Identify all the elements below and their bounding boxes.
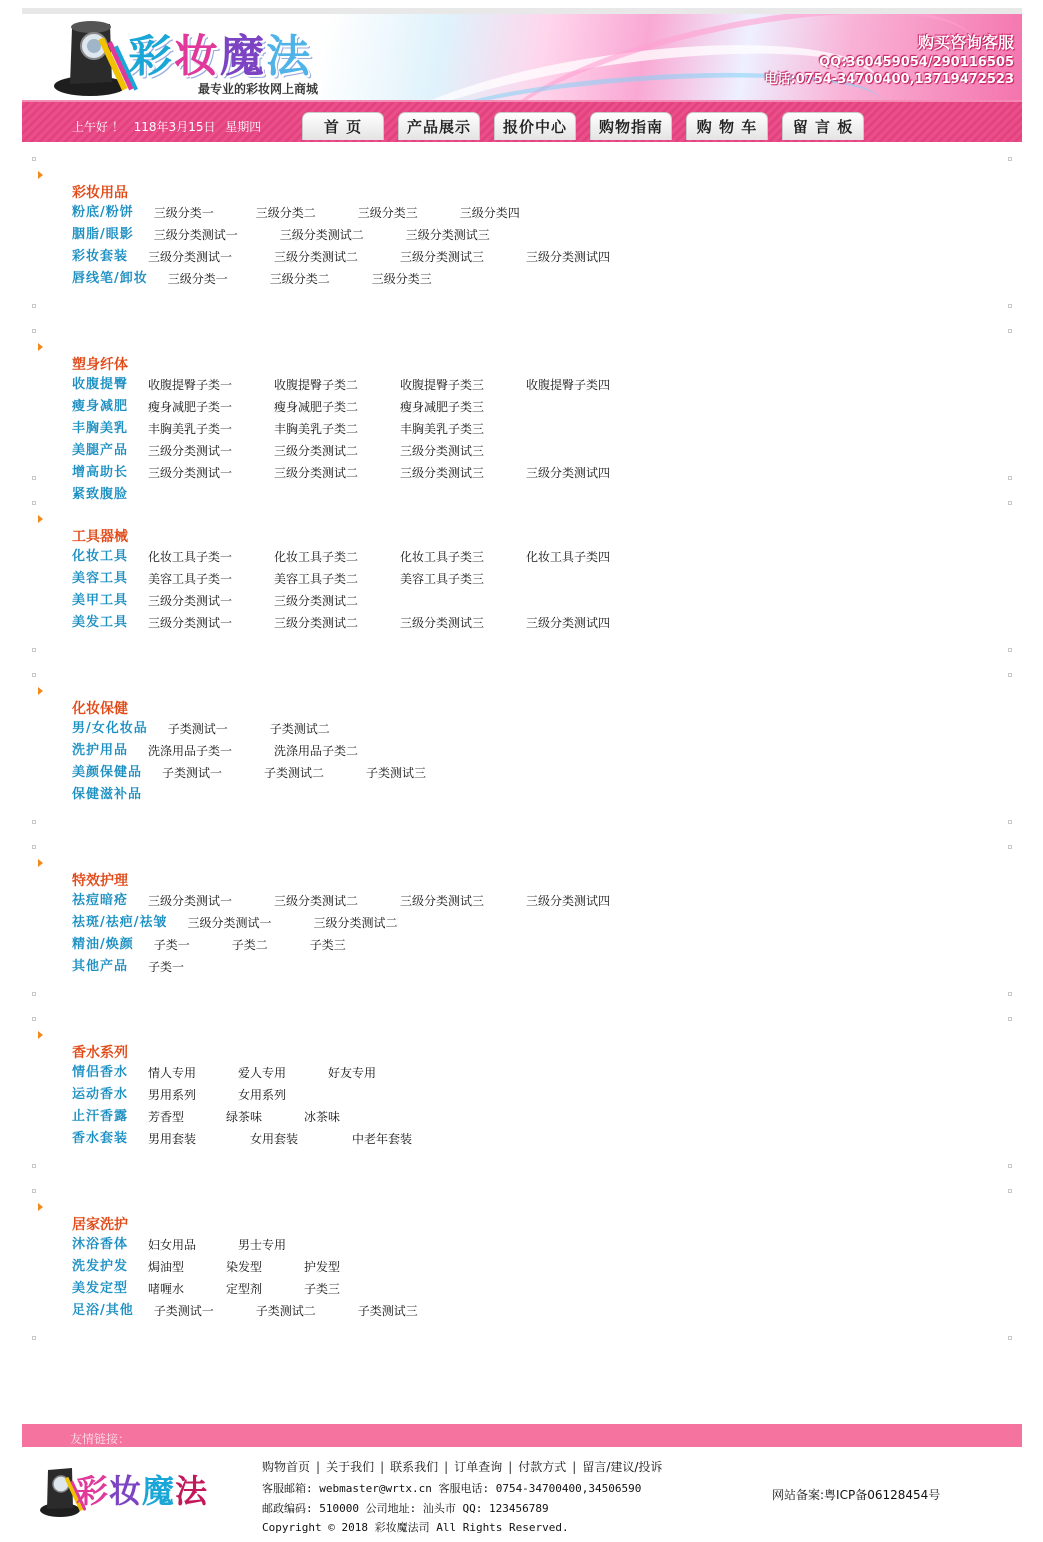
- subcategory-row: [72, 718, 468, 740]
- footer-link-payment[interactable]: 付款方式: [518, 1460, 567, 1474]
- category-item-link[interactable]: 丰胸美乳子类二: [274, 422, 359, 436]
- category-item-link[interactable]: 瘦身减肥子类三: [400, 400, 485, 414]
- category-item-link[interactable]: 三级分类测试二: [274, 616, 359, 630]
- category-item-link[interactable]: 芳香型: [148, 1110, 185, 1124]
- footer-logo[interactable]: [76, 1466, 208, 1512]
- category-item-link[interactable]: 三级分类测试一: [153, 228, 238, 242]
- corner-dot: [1008, 820, 1012, 824]
- subcategory-rows: [72, 890, 652, 978]
- category-item-link[interactable]: 三级分类一: [167, 272, 228, 286]
- logo-char: 彩: [76, 1472, 110, 1510]
- subcategory-rows: [72, 718, 468, 806]
- subcategory-link[interactable]: 男/女化妆品: [72, 721, 148, 736]
- footer-link-orders[interactable]: 订单查询: [454, 1460, 503, 1474]
- category-item-link[interactable]: 三级分类测试三: [400, 444, 485, 458]
- category-item-link[interactable]: 子类测试二: [264, 766, 325, 780]
- friend-links-label: 友情链接：: [70, 1432, 131, 1446]
- category-item-link[interactable]: 美容工具子类一: [148, 572, 233, 586]
- arrow-right-icon: [38, 1203, 43, 1211]
- corner-dot: [32, 992, 36, 996]
- nav-tabs: [302, 112, 878, 140]
- category-item-link[interactable]: 三级分类测试四: [526, 616, 611, 630]
- section-title[interactable]: 工具器械: [72, 529, 128, 545]
- date-text: 118年3月15日: [133, 120, 216, 134]
- subcategory-row: [72, 224, 652, 246]
- subcategory-rows: [72, 1062, 454, 1150]
- category-section: [22, 150, 1022, 322]
- category-item-link[interactable]: 三级分类测试三: [400, 466, 485, 480]
- corner-dot: [1008, 1164, 1012, 1168]
- footer-links: [262, 1458, 662, 1475]
- arrow-right-icon: [38, 171, 43, 179]
- category-section: [22, 494, 1022, 666]
- contact-phone: 电话:0754-34700400,13719472523: [764, 72, 1014, 87]
- arrow-right-icon: [38, 859, 43, 867]
- category-item-link[interactable]: 化妆工具子类二: [274, 550, 359, 564]
- section-title[interactable]: 塑身纤体: [72, 357, 128, 373]
- category-item-link[interactable]: 定型剂: [226, 1282, 263, 1296]
- category-item-link[interactable]: 三级分类二: [255, 206, 316, 220]
- corner-dot: [1008, 648, 1012, 652]
- arrow-right-icon: [38, 1031, 43, 1039]
- contact-qq: QQ:360459054/290116505: [819, 55, 1014, 70]
- category-item-link[interactable]: 三级分类测试二: [274, 594, 359, 608]
- corner-dot: [1008, 673, 1012, 677]
- header-banner: [22, 14, 1022, 100]
- subcategory-row: [72, 1278, 460, 1300]
- category-item-link[interactable]: 收腹提臀子类二: [274, 378, 359, 392]
- subcategory-row: [72, 784, 468, 806]
- contact-title: 购买咨询客服: [917, 33, 1014, 52]
- section-title[interactable]: 特效护理: [72, 873, 128, 889]
- subcategory-rows: [72, 374, 652, 506]
- category-item-link[interactable]: 子类测试一: [162, 766, 223, 780]
- corner-dot: [32, 845, 36, 849]
- footer-copyright: Copyright © 2018 彩妆魔法司 All Rights Reserved.: [262, 1521, 569, 1534]
- subcategory-row: [72, 568, 652, 590]
- subcategory-link[interactable]: 情侣香水: [72, 1065, 129, 1080]
- category-item-link[interactable]: 三级分类测试三: [400, 616, 485, 630]
- logo-char: 法: [175, 1472, 209, 1510]
- subcategory-row: [72, 396, 652, 418]
- subcategory-rows: [72, 1234, 460, 1322]
- category-item-link[interactable]: 三级分类测试二: [279, 228, 364, 242]
- category-item-link[interactable]: 三级分类测试一: [148, 466, 233, 480]
- subcategory-row: [72, 546, 652, 568]
- subcategory-link[interactable]: 香水套装: [72, 1131, 129, 1146]
- subcategory-row: [72, 1234, 460, 1256]
- link-separator: |: [572, 1460, 577, 1474]
- category-item-link[interactable]: 子类测试二: [269, 722, 330, 736]
- subcategory-link[interactable]: 美腿产品: [72, 443, 129, 458]
- category-item-link[interactable]: 染发型: [226, 1260, 263, 1274]
- tab-products[interactable]: 产品展示: [398, 112, 480, 140]
- category-item-link[interactable]: 三级分类测试二: [274, 894, 359, 908]
- nav-bar: [22, 100, 1022, 142]
- category-item-link[interactable]: 男用系列: [148, 1088, 197, 1102]
- tab-message-board[interactable]: 留 言 板: [782, 112, 864, 140]
- category-item-link[interactable]: 妇女用品: [148, 1238, 197, 1252]
- corner-dot: [1008, 501, 1012, 505]
- category-item-link[interactable]: 丰胸美乳子类一: [148, 422, 233, 436]
- category-item-link[interactable]: 化妆工具子类三: [400, 550, 485, 564]
- arrow-right-icon: [38, 687, 43, 695]
- link-separator: |: [508, 1460, 513, 1474]
- category-section: [22, 322, 1022, 502]
- subcategory-link[interactable]: 美发定型: [72, 1281, 129, 1296]
- subcategory-link[interactable]: 紧致腹脸: [72, 487, 129, 502]
- corner-dot: [32, 648, 36, 652]
- subcategory-link[interactable]: 保健滋补品: [72, 787, 143, 802]
- subcategory-link[interactable]: 粉底/粉饼: [72, 205, 134, 220]
- subcategory-link[interactable]: 美发工具: [72, 615, 129, 630]
- corner-dot: [32, 501, 36, 505]
- subcategory-row: [72, 1128, 454, 1150]
- category-item-link[interactable]: 子类测试二: [255, 1304, 316, 1318]
- subcategory-link[interactable]: 精油/焕颜: [72, 937, 134, 952]
- corner-dot: [32, 304, 36, 308]
- category-item-link[interactable]: 瘦身减肥子类一: [148, 400, 233, 414]
- footer-email-phone: 客服邮箱: webmaster@wrtx.cn 客服电话: 0754-34700400,34506590: [262, 1482, 642, 1495]
- section-title[interactable]: 香水系列: [72, 1045, 128, 1061]
- subcategory-row: [72, 956, 652, 978]
- section-title[interactable]: 化妆保健: [72, 701, 128, 717]
- category-section: [22, 1010, 1022, 1182]
- footer-icp: 网站备案:粤ICP备06128454号: [772, 1488, 941, 1502]
- category-item-link[interactable]: 女用系列: [238, 1088, 287, 1102]
- subcategory-link[interactable]: 彩妆套装: [72, 249, 129, 264]
- weekday-text: 星期四: [225, 120, 262, 134]
- link-separator: |: [316, 1460, 321, 1474]
- subcategory-row: [72, 762, 468, 784]
- tab-shopping-guide[interactable]: 购物指南: [590, 112, 672, 140]
- greeting-text: 上午好 ！: [72, 120, 124, 134]
- site-logo-title[interactable]: [128, 20, 312, 84]
- category-item-link[interactable]: 三级分类测试一: [148, 594, 233, 608]
- category-item-link[interactable]: 三级分类测试二: [274, 444, 359, 458]
- category-item-link[interactable]: 子类测试三: [366, 766, 427, 780]
- corner-dot: [1008, 1017, 1012, 1021]
- arrow-right-icon: [38, 515, 43, 523]
- subcategory-row: [72, 440, 652, 462]
- category-item-link[interactable]: 子类一: [153, 938, 190, 952]
- category-item-link[interactable]: 护发型: [304, 1260, 341, 1274]
- link-separator: |: [380, 1460, 385, 1474]
- category-item-link[interactable]: 子类三: [304, 1282, 341, 1296]
- subcategory-rows: [72, 546, 652, 634]
- category-item-link[interactable]: 焗油型: [148, 1260, 185, 1274]
- category-item-link[interactable]: 中老年套装: [352, 1132, 413, 1146]
- category-item-link[interactable]: 三级分类一: [153, 206, 214, 220]
- category-item-link[interactable]: 子类测试一: [167, 722, 228, 736]
- corner-dot: [32, 157, 36, 161]
- category-item-link[interactable]: 绿茶味: [226, 1110, 263, 1124]
- subcategory-rows: [72, 202, 652, 290]
- subcategory-row: [72, 1062, 454, 1084]
- category-item-link[interactable]: 三级分类四: [459, 206, 520, 220]
- subcategory-link[interactable]: 美颜保健品: [72, 765, 143, 780]
- subcategory-link[interactable]: 运动香水: [72, 1087, 129, 1102]
- category-item-link[interactable]: 化妆工具子类四: [526, 550, 611, 564]
- corner-dot: [32, 673, 36, 677]
- subcategory-link[interactable]: 沐浴香体: [72, 1237, 129, 1252]
- subcategory-link[interactable]: 美甲工具: [72, 593, 129, 608]
- category-item-link[interactable]: 三级分类测试一: [148, 250, 233, 264]
- category-item-link[interactable]: 爱人专用: [238, 1066, 287, 1080]
- link-separator: |: [444, 1460, 449, 1474]
- category-item-link[interactable]: 美容工具子类三: [400, 572, 485, 586]
- corner-dot: [32, 820, 36, 824]
- category-item-link[interactable]: 化妆工具子类一: [148, 550, 233, 564]
- subcategory-row: [72, 1106, 454, 1128]
- subcategory-row: [72, 462, 652, 484]
- logo-char: 魔: [220, 31, 266, 82]
- corner-dot: [32, 1189, 36, 1193]
- site-slogan: 最专业的彩妆网上商城: [198, 82, 319, 96]
- subcategory-link[interactable]: 其他产品: [72, 959, 129, 974]
- section-title[interactable]: 居家洗护: [72, 1217, 128, 1233]
- category-item-link[interactable]: 瘦身减肥子类二: [274, 400, 359, 414]
- subcategory-link[interactable]: 洗发护发: [72, 1259, 129, 1274]
- subcategory-link[interactable]: 洗护用品: [72, 743, 129, 758]
- logo-char: 妆: [109, 1472, 143, 1510]
- category-item-link[interactable]: 洗涤用品子类二: [274, 744, 359, 758]
- corner-dot: [1008, 304, 1012, 308]
- section-title[interactable]: 彩妆用品: [72, 185, 128, 201]
- category-item-link[interactable]: 三级分类测试一: [148, 616, 233, 630]
- category-item-link[interactable]: 女用套装: [250, 1132, 299, 1146]
- category-section: [22, 666, 1022, 838]
- category-item-link[interactable]: 三级分类测试三: [405, 228, 490, 242]
- corner-dot: [1008, 157, 1012, 161]
- subcategory-link[interactable]: 祛斑/祛疤/祛皱: [72, 915, 168, 930]
- corner-dot: [32, 329, 36, 333]
- friend-links-bar: [22, 1424, 1022, 1447]
- category-item-link[interactable]: 男士专用: [238, 1238, 287, 1252]
- category-item-link[interactable]: 收腹提臀子类一: [148, 378, 233, 392]
- corner-dot: [1008, 1336, 1012, 1340]
- subcategory-link[interactable]: 足浴/其他: [72, 1303, 134, 1318]
- corner-dot: [1008, 329, 1012, 333]
- subcategory-link[interactable]: 收腹提臀: [72, 377, 129, 392]
- subcategory-row: [72, 1256, 460, 1278]
- footer-link-about[interactable]: 关于我们: [326, 1460, 375, 1474]
- category-item-link[interactable]: 三级分类三: [357, 206, 418, 220]
- logo-char: 法: [266, 31, 312, 82]
- subcategory-row: [72, 374, 652, 396]
- subcategory-row: [72, 202, 652, 224]
- subcategory-row: [72, 268, 652, 290]
- category-item-link[interactable]: 三级分类测试三: [400, 250, 485, 264]
- corner-dot: [32, 1164, 36, 1168]
- category-item-link[interactable]: 洗涤用品子类一: [148, 744, 233, 758]
- date-display: [72, 118, 267, 135]
- subcategory-row: [72, 740, 468, 762]
- corner-dot: [32, 1017, 36, 1021]
- subcategory-row: [72, 246, 652, 268]
- category-list: [22, 150, 1022, 1354]
- category-item-link[interactable]: 情人专用: [148, 1066, 197, 1080]
- category-item-link[interactable]: 三级分类测试一: [148, 444, 233, 458]
- category-item-link[interactable]: 三级分类测试二: [274, 466, 359, 480]
- category-item-link[interactable]: 子类测试三: [357, 1304, 418, 1318]
- logo-char: 魔: [142, 1472, 176, 1510]
- category-item-link[interactable]: 三级分类测试一: [187, 916, 272, 930]
- subcategory-link[interactable]: 美容工具: [72, 571, 129, 586]
- tab-quotes[interactable]: 报价中心: [494, 112, 576, 140]
- footer-link-home[interactable]: 购物首页: [262, 1460, 311, 1474]
- footer-address: 邮政编码: 510000 公司地址: 汕头市 QQ: 123456789: [262, 1502, 549, 1515]
- category-item-link[interactable]: 冰茶味: [304, 1110, 341, 1124]
- category-item-link[interactable]: 男用套装: [148, 1132, 197, 1146]
- logo-char: 彩: [128, 31, 174, 82]
- subcategory-row: [72, 418, 652, 440]
- subcategory-link[interactable]: 止汗香露: [72, 1109, 129, 1124]
- corner-dot: [1008, 476, 1012, 480]
- subcategory-row: [72, 1300, 460, 1322]
- category-item-link[interactable]: 子类二: [231, 938, 268, 952]
- tab-home[interactable]: 首 页: [302, 112, 384, 140]
- subcategory-row: [72, 912, 652, 934]
- category-item-link[interactable]: 子类测试一: [153, 1304, 214, 1318]
- category-item-link[interactable]: 收腹提臀子类三: [400, 378, 485, 392]
- subcategory-row: [72, 934, 652, 956]
- category-item-link[interactable]: 三级分类测试四: [526, 894, 611, 908]
- subcategory-link[interactable]: 瘦身减肥: [72, 399, 129, 414]
- category-item-link[interactable]: 美容工具子类二: [274, 572, 359, 586]
- subcategory-row: [72, 590, 652, 612]
- category-item-link[interactable]: 三级分类测试二: [313, 916, 398, 930]
- subcategory-link[interactable]: 丰胸美乳: [72, 421, 129, 436]
- footer-link-feedback[interactable]: 留言/建议/投诉: [582, 1460, 663, 1474]
- category-item-link[interactable]: 子类一: [148, 960, 185, 974]
- category-item-link[interactable]: 收腹提臀子类四: [526, 378, 611, 392]
- category-item-link[interactable]: 三级分类三: [371, 272, 432, 286]
- category-section: [22, 838, 1022, 1010]
- logo-char: 妆: [174, 31, 220, 82]
- magic-hat-icon: [50, 16, 140, 100]
- subcategory-row: [72, 612, 652, 634]
- category-item-link[interactable]: 啫喱水: [148, 1282, 185, 1296]
- category-item-link[interactable]: 子类三: [309, 938, 346, 952]
- category-item-link[interactable]: 好友专用: [328, 1066, 377, 1080]
- footer-link-contact[interactable]: 联系我们: [390, 1460, 439, 1474]
- subcategory-link[interactable]: 增高助长: [72, 465, 129, 480]
- category-item-link[interactable]: 三级分类测试二: [274, 250, 359, 264]
- category-item-link[interactable]: 三级分类测试四: [526, 250, 611, 264]
- tab-cart[interactable]: 购 物 车: [686, 112, 768, 140]
- corner-dot: [1008, 992, 1012, 996]
- category-item-link[interactable]: 三级分类测试一: [148, 894, 233, 908]
- category-item-link[interactable]: 丰胸美乳子类三: [400, 422, 485, 436]
- corner-dot: [1008, 1189, 1012, 1193]
- subcategory-link[interactable]: 胭脂/眼影: [72, 227, 134, 242]
- category-section: [22, 1182, 1022, 1354]
- category-item-link[interactable]: 三级分类二: [269, 272, 330, 286]
- corner-dot: [32, 1336, 36, 1340]
- subcategory-row: [72, 1084, 454, 1106]
- footer: [22, 1448, 1022, 1538]
- category-item-link[interactable]: 三级分类测试三: [400, 894, 485, 908]
- arrow-right-icon: [38, 343, 43, 351]
- corner-dot: [32, 476, 36, 480]
- subcategory-row: [72, 890, 652, 912]
- subcategory-link[interactable]: 祛痘暗疮: [72, 893, 129, 908]
- category-item-link[interactable]: 三级分类测试四: [526, 466, 611, 480]
- subcategory-link[interactable]: 化妆工具: [72, 549, 129, 564]
- corner-dot: [1008, 845, 1012, 849]
- contact-info: [764, 32, 1014, 88]
- subcategory-link[interactable]: 唇线笔/卸妆: [72, 271, 148, 286]
